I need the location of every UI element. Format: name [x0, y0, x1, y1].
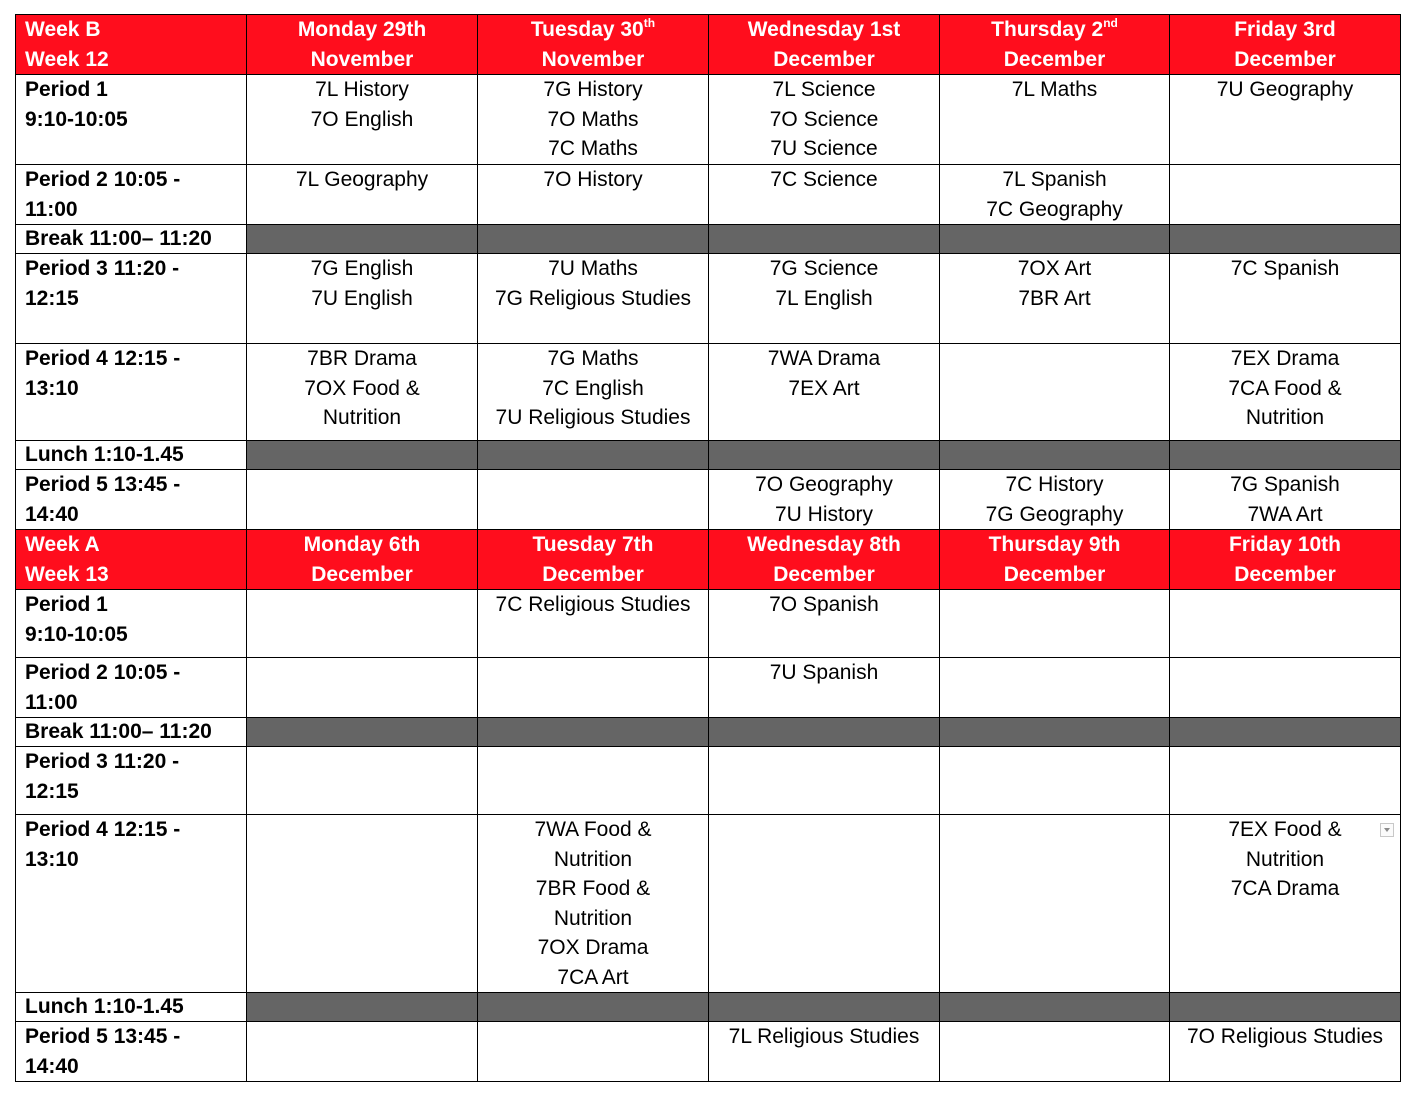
- lesson-cell[interactable]: [1170, 344, 1401, 441]
- break-label: [16, 225, 247, 254]
- period-row: [16, 590, 1401, 658]
- lesson-entry: Nutrition: [1245, 847, 1325, 871]
- lesson-cell[interactable]: [1170, 815, 1401, 993]
- lesson-entry: 7CA Art: [557, 965, 629, 989]
- period-label: [16, 658, 247, 718]
- lesson-cell[interactable]: [940, 254, 1170, 344]
- period-label-line: 9:10-10:05: [25, 622, 128, 646]
- period-label: [16, 747, 247, 815]
- lesson-entry: 7G Maths: [547, 347, 639, 370]
- lesson-cell[interactable]: [709, 590, 940, 658]
- lesson-entry: 7CA Drama: [1230, 877, 1340, 900]
- lesson-cell[interactable]: [709, 165, 940, 225]
- day-name: [255, 530, 469, 560]
- day-name: [486, 15, 700, 45]
- lesson-entry: 7L History: [315, 78, 409, 101]
- break-fill: [247, 225, 478, 254]
- lesson-entry: 7U Science: [770, 137, 878, 160]
- day-date: Monday 6th: [303, 533, 421, 556]
- lesson-entry: 7G History: [543, 78, 643, 101]
- lesson-cell[interactable]: [709, 747, 940, 815]
- period-row: [16, 658, 1401, 718]
- lesson-entry: 7C Maths: [548, 137, 638, 160]
- lesson-entry: 7G Religious Studies: [494, 286, 692, 310]
- day-name: [1178, 530, 1392, 560]
- day-date: Wednesday 1st: [747, 18, 901, 41]
- day-month: December: [1003, 47, 1106, 71]
- lesson-entry: 7C History: [1005, 473, 1104, 496]
- lesson-entry: 7L Geography: [295, 168, 429, 191]
- lesson-entry: 7O Geography: [755, 473, 893, 496]
- lesson-cell[interactable]: [478, 1022, 709, 1082]
- break-fill: [709, 225, 940, 254]
- lesson-entry: 7C English: [542, 376, 644, 400]
- lesson-entry: Nutrition: [553, 847, 633, 871]
- day-date: Thursday 9th: [988, 533, 1121, 556]
- period-label-line: 12:15: [25, 779, 79, 803]
- break-fill: [940, 718, 1170, 747]
- break-row: [16, 441, 1401, 470]
- lesson-entry: 7U English: [311, 286, 413, 310]
- lesson-cell[interactable]: [709, 658, 940, 718]
- lesson-entry: 7O Spanish: [769, 593, 879, 616]
- lesson-entry: 7L Maths: [1011, 78, 1098, 101]
- lesson-cell[interactable]: [940, 747, 1170, 815]
- period-label-line: 11:00: [25, 690, 78, 714]
- lesson-entry: 7G Science: [769, 257, 879, 280]
- period-label-line: Period 4 12:15 -: [25, 818, 181, 841]
- lesson-cell[interactable]: [478, 75, 709, 165]
- lesson-cell[interactable]: [247, 747, 478, 815]
- lesson-entry: 7WA Drama: [767, 347, 881, 370]
- lesson-cell[interactable]: [940, 815, 1170, 993]
- week-label-line: Week 13: [25, 562, 109, 586]
- period-label-line: Period 1: [25, 593, 108, 616]
- period-label: [16, 470, 247, 530]
- lesson-entry: 7L Science: [772, 78, 876, 101]
- break-label: [16, 718, 247, 747]
- lesson-cell[interactable]: [940, 590, 1170, 658]
- lesson-cell[interactable]: [247, 658, 478, 718]
- lesson-entry: 7OX Food &: [304, 376, 420, 400]
- period-label: [16, 590, 247, 658]
- lesson-entry: 7C Science: [770, 168, 878, 191]
- lesson-cell[interactable]: [478, 815, 709, 993]
- lesson-entry: Nutrition: [553, 906, 633, 930]
- lesson-entry: 7WA Food &: [534, 818, 652, 841]
- day-date: Friday 3rd: [1234, 18, 1336, 41]
- day-name: [717, 15, 931, 45]
- lesson-cell[interactable]: [709, 470, 940, 530]
- break-fill: [247, 993, 478, 1022]
- lesson-cell[interactable]: [940, 1022, 1170, 1082]
- lesson-cell[interactable]: [247, 165, 478, 225]
- day-date: Tuesday 7th: [532, 533, 654, 556]
- day-header: [478, 530, 709, 590]
- period-label-line: Period 3 11:20 -: [25, 257, 180, 280]
- week-header-row: [16, 15, 1401, 75]
- break-fill: [478, 993, 709, 1022]
- lesson-cell[interactable]: [247, 470, 478, 530]
- break-label-text: Break 11:00– 11:20: [25, 720, 212, 743]
- day-date: Friday 10th: [1228, 533, 1342, 556]
- day-name: [486, 530, 700, 560]
- period-row: [16, 344, 1401, 441]
- lesson-cell[interactable]: [478, 254, 709, 344]
- break-label-text: Lunch 1:10-1.45: [25, 995, 184, 1018]
- lesson-entry: 7C Religious Studies: [495, 593, 691, 616]
- period-label-line: Period 4 12:15 -: [25, 347, 181, 370]
- day-name: [1178, 15, 1392, 45]
- period-label-line: Period 3 11:20 -: [25, 750, 180, 773]
- lesson-entry: 7C Geography: [986, 197, 1123, 221]
- lesson-cell[interactable]: [1170, 165, 1401, 225]
- lesson-cell[interactable]: [1170, 590, 1401, 658]
- day-date: Tuesday 30: [530, 18, 644, 41]
- break-label: [16, 441, 247, 470]
- lesson-cell[interactable]: [247, 590, 478, 658]
- lesson-entry: 7U Maths: [548, 257, 638, 280]
- break-label-text: Lunch 1:10-1.45: [25, 443, 184, 466]
- lesson-cell[interactable]: [1170, 470, 1401, 530]
- day-month: December: [1003, 562, 1106, 586]
- lesson-entry: 7EX Art: [788, 376, 860, 400]
- period-label: [16, 815, 247, 993]
- day-header: [478, 15, 709, 75]
- timetable: [15, 14, 1401, 1082]
- break-fill: [478, 225, 709, 254]
- lesson-entry: 7U History: [774, 502, 874, 526]
- break-fill: [709, 993, 940, 1022]
- week-header-row: [16, 530, 1401, 590]
- lesson-cell[interactable]: [709, 344, 940, 441]
- lesson-cell[interactable]: [1170, 1022, 1401, 1082]
- lesson-entry: 7BR Food &: [535, 877, 651, 900]
- day-header: [1170, 530, 1401, 590]
- lesson-cell[interactable]: [1170, 254, 1401, 344]
- lesson-cell[interactable]: [940, 165, 1170, 225]
- period-label-line: Period 1: [25, 78, 108, 101]
- period-label: [16, 75, 247, 165]
- lesson-entry: 7BR Art: [1018, 286, 1091, 310]
- day-month: November: [310, 47, 414, 71]
- period-label-line: Period 5 13:45 -: [25, 1025, 181, 1048]
- ordinal-suffix: th: [643, 16, 656, 30]
- period-row: [16, 75, 1401, 165]
- break-fill: [709, 718, 940, 747]
- lesson-entry: 7G Geography: [985, 502, 1124, 526]
- lesson-cell[interactable]: [247, 344, 478, 441]
- period-label: [16, 165, 247, 225]
- lesson-entry: 7EX Food &: [1228, 818, 1342, 841]
- day-header: [940, 530, 1170, 590]
- period-row: [16, 165, 1401, 225]
- day-header: [940, 15, 1170, 75]
- day-name: [255, 15, 469, 45]
- lesson-cell[interactable]: [1170, 747, 1401, 815]
- lesson-entry: 7BR Drama: [307, 347, 417, 370]
- break-row: [16, 225, 1401, 254]
- break-fill: [247, 718, 478, 747]
- break-fill: [1170, 718, 1401, 747]
- lesson-cell[interactable]: [940, 344, 1170, 441]
- lesson-cell[interactable]: [478, 747, 709, 815]
- lesson-entry: 7OX Art: [1017, 257, 1092, 280]
- week-label-line: Week B: [25, 18, 101, 41]
- lesson-entry: 7C Spanish: [1230, 257, 1340, 280]
- period-label-line: Period 5 13:45 -: [25, 473, 181, 496]
- period-row: [16, 747, 1401, 815]
- week-label-line: Week 12: [25, 47, 109, 71]
- lesson-entry: 7G Spanish: [1230, 473, 1340, 496]
- period-label-line: 12:15: [25, 286, 79, 310]
- break-fill: [940, 993, 1170, 1022]
- day-date: Monday 29th: [297, 18, 427, 41]
- day-name: [948, 530, 1161, 560]
- lesson-entry: 7L Religious Studies: [728, 1025, 920, 1048]
- period-label: [16, 1022, 247, 1082]
- lesson-cell[interactable]: [940, 658, 1170, 718]
- lesson-cell[interactable]: [1170, 658, 1401, 718]
- lesson-cell[interactable]: [478, 590, 709, 658]
- break-row: [16, 993, 1401, 1022]
- lesson-entry: Nutrition: [322, 406, 402, 429]
- week-label-line: Week A: [25, 533, 100, 556]
- period-label-line: Period 2 10:05 -: [25, 168, 181, 191]
- day-month: December: [311, 562, 413, 586]
- period-label-line: 14:40: [25, 1054, 79, 1078]
- day-month: December: [1234, 562, 1336, 586]
- lesson-cell[interactable]: [709, 254, 940, 344]
- day-header: [247, 15, 478, 75]
- day-date: Thursday 2: [991, 18, 1104, 41]
- period-label-line: Period 2 10:05 -: [25, 661, 181, 684]
- day-month: December: [1234, 47, 1336, 71]
- day-header: [247, 530, 478, 590]
- day-date: Wednesday 8th: [747, 533, 901, 556]
- lesson-cell[interactable]: [940, 75, 1170, 165]
- lesson-entry: 7L Spanish: [1002, 168, 1107, 191]
- ordinal-suffix: nd: [1103, 16, 1118, 30]
- break-row: [16, 718, 1401, 747]
- lesson-entry: 7EX Drama: [1230, 347, 1340, 370]
- period-label: [16, 344, 247, 441]
- period-row: [16, 254, 1401, 344]
- day-header: [709, 15, 940, 75]
- break-label: [16, 993, 247, 1022]
- lesson-entry: 7OX Drama: [537, 936, 649, 959]
- break-fill: [1170, 993, 1401, 1022]
- lesson-cell[interactable]: [247, 815, 478, 993]
- lesson-cell[interactable]: [478, 165, 709, 225]
- lesson-entry: 7U Spanish: [769, 661, 879, 684]
- period-row: [16, 1022, 1401, 1082]
- period-row: [16, 470, 1401, 530]
- lesson-cell[interactable]: [247, 75, 478, 165]
- break-fill: [478, 441, 709, 470]
- break-label-text: Break 11:00– 11:20: [25, 227, 212, 250]
- break-fill: [1170, 225, 1401, 254]
- lesson-cell[interactable]: [1170, 75, 1401, 165]
- day-header: [709, 530, 940, 590]
- day-month: December: [542, 562, 644, 586]
- lesson-entry: 7O Religious Studies: [1186, 1025, 1384, 1048]
- lesson-cell[interactable]: [940, 470, 1170, 530]
- lesson-entry: 7CA Food &: [1228, 376, 1342, 400]
- lesson-entry: 7U Geography: [1216, 78, 1354, 101]
- lesson-cell[interactable]: [247, 1022, 478, 1082]
- period-label: [16, 254, 247, 344]
- week-label: [16, 15, 247, 75]
- lesson-cell[interactable]: [478, 344, 709, 441]
- day-name: [948, 15, 1161, 45]
- period-label-line: 11:00: [25, 197, 78, 221]
- lesson-cell[interactable]: [247, 254, 478, 344]
- break-fill: [940, 441, 1170, 470]
- dropdown-arrow-icon[interactable]: [1380, 823, 1394, 837]
- period-row: [16, 815, 1401, 993]
- day-month: December: [773, 47, 875, 71]
- lesson-cell[interactable]: [478, 470, 709, 530]
- day-month: December: [773, 562, 875, 586]
- lesson-entry: 7G English: [310, 257, 414, 280]
- break-fill: [247, 441, 478, 470]
- day-header: [1170, 15, 1401, 75]
- lesson-cell[interactable]: [709, 75, 940, 165]
- period-label-line: 14:40: [25, 502, 79, 526]
- lesson-cell[interactable]: [709, 815, 940, 993]
- break-fill: [1170, 441, 1401, 470]
- break-fill: [709, 441, 940, 470]
- lesson-entry: 7O History: [543, 168, 643, 191]
- lesson-entry: 7U Religious Studies: [495, 406, 691, 429]
- lesson-entry: 7O Science: [769, 107, 879, 131]
- day-month: November: [541, 47, 645, 71]
- lesson-cell[interactable]: [478, 658, 709, 718]
- period-label-line: 13:10: [25, 847, 79, 871]
- lesson-entry: Nutrition: [1245, 406, 1325, 429]
- lesson-entry: 7L English: [775, 286, 873, 310]
- day-name: [717, 530, 931, 560]
- lesson-cell[interactable]: [709, 1022, 940, 1082]
- week-label: [16, 530, 247, 590]
- period-label-line: 9:10-10:05: [25, 107, 128, 131]
- lesson-entry: 7O English: [310, 107, 414, 131]
- break-fill: [940, 225, 1170, 254]
- lesson-entry: 7O Maths: [547, 107, 639, 131]
- period-label-line: 13:10: [25, 376, 79, 400]
- break-fill: [478, 718, 709, 747]
- lesson-entry: 7WA Art: [1247, 502, 1323, 526]
